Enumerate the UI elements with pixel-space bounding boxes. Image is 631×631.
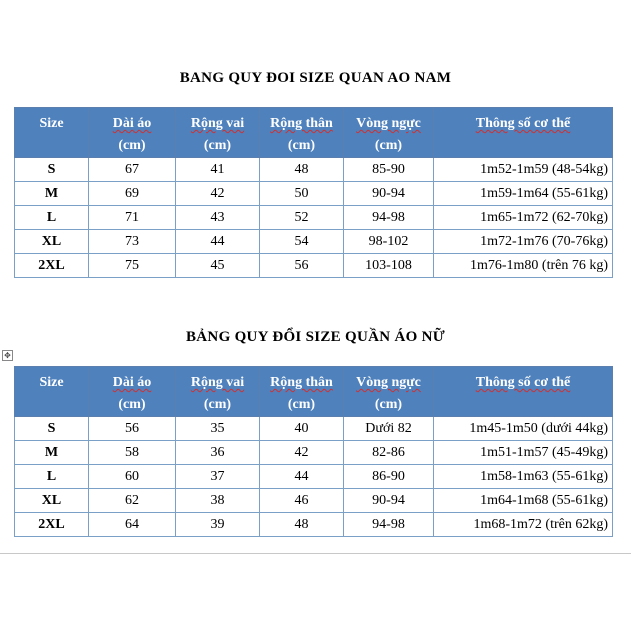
cell-shoulder: 42	[176, 182, 260, 206]
cell-body-spec: 1m72-1m76 (70-76kg)	[434, 230, 613, 254]
cell-shoulder: 41	[176, 158, 260, 182]
cell-body-spec: 1m76-1m80 (trên 76 kg)	[434, 254, 613, 278]
cell-chest: 90-94	[344, 182, 434, 206]
cell-size: M	[15, 182, 89, 206]
men-size-table	[14, 107, 613, 278]
cell-size: XL	[15, 489, 89, 513]
men-table-title: BANG QUY ĐOI SIZE QUAN AO NAM	[179, 70, 452, 86]
cell-length: 67	[89, 158, 176, 182]
women-table-title: BẢNG QUY ĐỔI SIZE QUẦN ÁO NỮ	[186, 329, 445, 345]
cell-body-spec: 1m58-1m63 (55-61kg)	[434, 465, 613, 489]
cell-body-spec: 1m65-1m72 (62-70kg)	[434, 206, 613, 230]
table-row	[15, 441, 613, 465]
cell-chest: 82-86	[344, 441, 434, 465]
cell-body-spec: 1m64-1m68 (55-61kg)	[434, 489, 613, 513]
header-chest: Vòng ngực (cm)	[344, 108, 434, 158]
table-row	[15, 254, 613, 278]
header-body-width: Rộng thân (cm)	[260, 367, 344, 417]
header-body-spec: Thông số cơ thể	[434, 367, 613, 417]
header-length: Dài áo (cm)	[89, 367, 176, 417]
table-move-handle-icon[interactable]: ✥	[2, 350, 13, 361]
cell-body-spec: 1m52-1m59 (48-54kg)	[434, 158, 613, 182]
cell-length: 75	[89, 254, 176, 278]
cell-body-spec: 1m45-1m50 (dưới 44kg)	[434, 417, 613, 441]
cell-body-width: 48	[260, 158, 344, 182]
table-row	[15, 182, 613, 206]
cell-body-spec: 1m51-1m57 (45-49kg)	[434, 441, 613, 465]
cell-size: 2XL	[15, 513, 89, 537]
cell-shoulder: 35	[176, 417, 260, 441]
cell-body-width: 42	[260, 441, 344, 465]
cell-length: 64	[89, 513, 176, 537]
cell-body-width: 40	[260, 417, 344, 441]
table-row	[15, 206, 613, 230]
cell-length: 69	[89, 182, 176, 206]
cell-size: M	[15, 441, 89, 465]
cell-body-spec: 1m68-1m72 (trên 62kg)	[434, 513, 613, 537]
table-row	[15, 489, 613, 513]
cell-chest: 94-98	[344, 513, 434, 537]
table-row	[15, 230, 613, 254]
page-break-line	[0, 553, 631, 554]
header-shoulder: Rộng vai (cm)	[176, 367, 260, 417]
cell-body-width: 56	[260, 254, 344, 278]
cell-shoulder: 39	[176, 513, 260, 537]
cell-shoulder: 43	[176, 206, 260, 230]
cell-chest: 85-90	[344, 158, 434, 182]
cell-length: 62	[89, 489, 176, 513]
cell-chest: 86-90	[344, 465, 434, 489]
cell-size: L	[15, 206, 89, 230]
header-size: Size	[15, 367, 89, 417]
women-table-body	[15, 417, 613, 537]
cell-body-width: 46	[260, 489, 344, 513]
table-row	[15, 417, 613, 441]
header-size: Size	[15, 108, 89, 158]
header-body-spec: Thông số cơ thể	[434, 108, 613, 158]
table-row	[15, 465, 613, 489]
header-shoulder: Rộng vai (cm)	[176, 108, 260, 158]
table-row	[15, 513, 613, 537]
cell-length: 71	[89, 206, 176, 230]
header-chest: Vòng ngực (cm)	[344, 367, 434, 417]
cell-chest: 94-98	[344, 206, 434, 230]
cell-body-width: 54	[260, 230, 344, 254]
cell-chest: 90-94	[344, 489, 434, 513]
cell-shoulder: 37	[176, 465, 260, 489]
cell-shoulder: 36	[176, 441, 260, 465]
table-header-row	[15, 367, 613, 417]
cell-size: L	[15, 465, 89, 489]
cell-length: 56	[89, 417, 176, 441]
cell-body-width: 48	[260, 513, 344, 537]
cell-body-width: 50	[260, 182, 344, 206]
cell-size: S	[15, 158, 89, 182]
cell-body-width: 44	[260, 465, 344, 489]
cell-length: 58	[89, 441, 176, 465]
cell-length: 73	[89, 230, 176, 254]
header-body-width: Rộng thân (cm)	[260, 108, 344, 158]
header-length: Dài áo (cm)	[89, 108, 176, 158]
cell-size: S	[15, 417, 89, 441]
cell-body-spec: 1m59-1m64 (55-61kg)	[434, 182, 613, 206]
cell-body-width: 52	[260, 206, 344, 230]
women-size-table	[14, 366, 613, 537]
cell-length: 60	[89, 465, 176, 489]
cell-size: 2XL	[15, 254, 89, 278]
men-table-body	[15, 158, 613, 278]
cell-chest: Dưới 82	[344, 417, 434, 441]
cell-shoulder: 45	[176, 254, 260, 278]
cell-shoulder: 38	[176, 489, 260, 513]
cell-shoulder: 44	[176, 230, 260, 254]
table-header-row	[15, 108, 613, 158]
cell-size: XL	[15, 230, 89, 254]
table-row	[15, 158, 613, 182]
cell-chest: 98-102	[344, 230, 434, 254]
cell-chest: 103-108	[344, 254, 434, 278]
